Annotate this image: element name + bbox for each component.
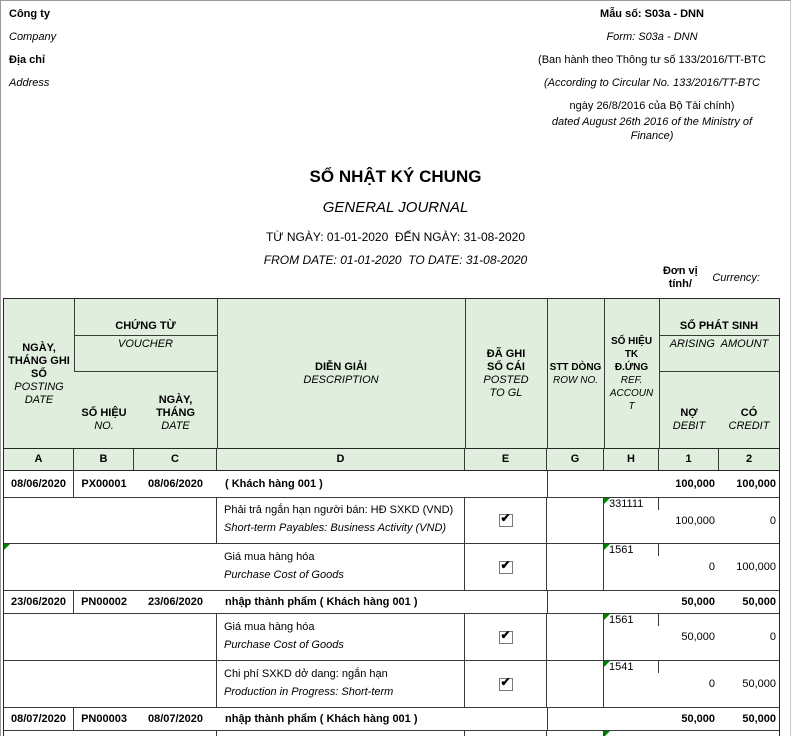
posted-cell [465, 731, 547, 736]
header-voucher-no [74, 372, 134, 449]
voucher-date-cell: 23/06/2020 [147, 596, 204, 608]
credit-amount: 50,000 [742, 678, 776, 690]
column-letter-2[interactable]: 2 [745, 453, 753, 465]
column-letter-row [4, 449, 779, 471]
currency-block [656, 265, 760, 291]
description-cell [217, 544, 465, 590]
header-credit-vi: CÓ [740, 407, 758, 419]
voucher-no-cell: PX00001 [81, 478, 127, 490]
header-voucher-vi: CHỨNG TỪ [115, 320, 176, 332]
ref-account-cell [604, 661, 659, 673]
journal-detail-row [4, 498, 779, 544]
report-title-en: GENERAL JOURNAL [322, 199, 469, 216]
circular-line-en-2: dated August 26th 2016 of the Ministry of Finance) [551, 116, 753, 142]
empty-date-cell [4, 498, 217, 543]
description-cell: nhập thành phẩm ( Khách hàng 001 ) [225, 596, 418, 608]
amounts-cell [659, 614, 779, 660]
description-vi: Giá mua hàng hóa [224, 620, 315, 633]
journal-group-row [4, 471, 779, 498]
date-range-en: FROM DATE: 01-01-2020 TO DATE: 31-08-2020 [263, 253, 528, 267]
header-arising-en: ARISING AMOUNT [669, 338, 769, 350]
amounts-cell [659, 544, 779, 590]
credit-amount: 0 [769, 631, 776, 643]
check-icon: ✔ [500, 627, 511, 642]
posting-date-cell: 23/06/2020 [4, 591, 74, 613]
row-no-cell [547, 498, 604, 543]
header-ref-account [604, 299, 659, 449]
journal-detail-row [4, 614, 779, 661]
header-voucher-no-vi: SỐ HIỆU [81, 407, 127, 419]
header-debit-vi: NỢ [680, 407, 698, 419]
header-ref-account-vi: SỐ HIỆU TK Đ.ỨNG [610, 336, 653, 373]
header-debit-en: DEBIT [672, 420, 706, 432]
header-posting-date-vi: NGÀY, THÁNG GHI SỔ [8, 341, 70, 380]
header-posting-date [4, 299, 74, 449]
description-vi: Giá mua hàng hóa [224, 550, 315, 563]
header-row-no-vi: STT DÒNG [549, 362, 602, 373]
description-cell: nhập thành phẩm ( Khách hàng 001 ) [225, 713, 418, 725]
check-icon: ✔ [500, 557, 511, 572]
debit-amount: 0 [708, 561, 715, 573]
report-title-vi: SỔ NHẬT KÝ CHUNG [309, 167, 482, 186]
note-indicator-icon [604, 614, 610, 620]
posted-to-gl-checkbox[interactable] [499, 557, 513, 574]
note-indicator-icon [604, 498, 610, 504]
voucher-no-cell: PN00003 [81, 713, 127, 725]
header-posted [465, 299, 547, 449]
header-credit [719, 372, 779, 449]
description-vi: Chi phí SXKD dở dang: ngắn hạn [224, 667, 388, 680]
circular-line-vi-1: (Ban hành theo Thông tư số 133/2016/TT-BTC [538, 54, 766, 66]
voucher-date-cell: 08/07/2020 [147, 713, 204, 725]
journal-detail-row [4, 544, 779, 591]
header-description-en: DESCRIPTION [303, 374, 379, 386]
header-row-no [547, 299, 604, 449]
journal-group-row [4, 591, 779, 614]
partial-row [4, 731, 779, 736]
form-number-en: Form: S03a - DNN [606, 31, 698, 43]
check-icon: ✔ [500, 511, 511, 525]
journal-detail-row [4, 661, 779, 708]
credit-amount: 100,000 [736, 478, 776, 490]
amounts-cell [659, 661, 779, 707]
row-no-cell [547, 661, 604, 707]
header-posted-en: POSTED TO GL [483, 374, 529, 399]
header-posted-vi: ĐÃ GHI SỔ CÁI [486, 348, 526, 373]
ref-account-value: 1561 [609, 544, 634, 556]
header-arising-group [659, 299, 779, 336]
description-cell [217, 731, 465, 736]
debit-amount: 0 [708, 678, 715, 690]
header-voucher-group-en [74, 336, 217, 372]
column-letter-g[interactable]: G [547, 449, 604, 470]
currency-label-en: Currency: [712, 272, 760, 284]
description-en: Purchase Cost of Goods [224, 568, 344, 581]
credit-amount: 100,000 [736, 561, 776, 573]
header-description-vi: DIỄN GIẢI [315, 361, 367, 373]
row-no-cell [547, 731, 604, 736]
circular-line-en-1: (According to Circular No. 133/2016/TT-BTC [543, 77, 760, 89]
empty-date-cell [4, 614, 217, 660]
header-voucher-date-vi: NGÀY, THÁNG [155, 394, 196, 419]
header-arising-group-en [659, 336, 779, 372]
posting-date-cell: 08/06/2020 [4, 471, 74, 497]
description-vi: Phải trả ngắn hạn người bán: HĐ SXKD (VND) [224, 504, 454, 517]
posting-date-cell: 08/07/2020 [4, 708, 74, 730]
description-cell [217, 498, 465, 543]
check-icon: ✔ [500, 674, 511, 689]
column-letter-c[interactable]: C [134, 449, 217, 470]
note-indicator-icon [604, 661, 610, 667]
debit-amount: 50,000 [681, 713, 715, 725]
amounts-cell [547, 708, 779, 730]
credit-amount: 50,000 [742, 596, 776, 608]
credit-amount: 50,000 [742, 713, 776, 725]
header-ref-account-en: REF. ACCOUNT [609, 375, 654, 412]
company-block [9, 7, 56, 99]
currency-label-vi: Đơn vị tính/ [662, 265, 698, 290]
table-header [4, 299, 779, 449]
voucher-no-cell: PN00002 [81, 596, 127, 608]
company-label-vi: Công ty [9, 8, 50, 20]
posted-cell [465, 661, 547, 707]
empty-date-cell [4, 661, 217, 707]
posted-cell [465, 544, 547, 590]
column-letter-a[interactable]: A [4, 449, 74, 470]
debit-amount: 50,000 [681, 596, 715, 608]
journal-group-row [4, 708, 779, 731]
ref-account-value: 331111 [609, 498, 644, 510]
address-label-vi: Địa chỉ [9, 54, 46, 66]
description-en: Purchase Cost of Goods [224, 638, 344, 651]
column-letter-e[interactable]: E [465, 449, 547, 470]
posted-to-gl-checkbox[interactable] [499, 627, 513, 644]
description-cell [217, 614, 465, 660]
voucher-date-cell: 08/06/2020 [147, 478, 204, 490]
note-indicator-icon [604, 731, 610, 736]
address-label-en: Address [9, 77, 50, 89]
description-en: Production in Progress: Short-term [224, 685, 394, 698]
header-voucher-no-en: NO. [94, 420, 114, 432]
description-cell [217, 661, 465, 707]
note-indicator-icon [4, 544, 10, 550]
ref-account-cell [604, 614, 659, 626]
title-block [1, 167, 790, 267]
column-letter-1[interactable]: 1 [659, 449, 719, 470]
ref-account-cell [604, 544, 659, 556]
debit-amount: 50,000 [681, 631, 715, 643]
header-posting-date-en: POSTING DATE [14, 380, 64, 406]
header-voucher-group [74, 299, 217, 336]
debit-amount: 100,000 [675, 514, 715, 527]
amounts-cell [547, 471, 779, 497]
column-letter-b[interactable]: B [74, 449, 134, 470]
header-debit [659, 372, 719, 449]
header-arising-vi: SỐ PHÁT SINH [679, 320, 759, 332]
form-info-block [518, 7, 786, 143]
ref-account-cell [604, 498, 659, 510]
description-cell: ( Khách hàng 001 ) [225, 478, 323, 490]
note-indicator-icon [604, 544, 610, 550]
posted-to-gl-checkbox[interactable] [499, 674, 513, 691]
circular-line-vi-2: ngày 26/8/2016 của Bộ Tài chính) [569, 100, 735, 112]
header-description [217, 299, 465, 449]
posted-cell [465, 614, 547, 660]
header-voucher-date-en: DATE [161, 420, 190, 432]
column-letter-d[interactable]: D [217, 449, 465, 470]
posted-cell [465, 498, 547, 543]
header-voucher-date [134, 372, 217, 449]
ref-account-value: 1561 [609, 614, 634, 626]
ref-account-value: 1541 [609, 661, 634, 673]
company-label-en: Company [9, 31, 57, 43]
credit-amount: 0 [769, 514, 776, 527]
amounts-cell [547, 591, 779, 613]
amounts-cell [659, 498, 779, 543]
form-number-vi: Mẫu số: S03a - DNN [600, 8, 704, 20]
column-letter-h[interactable]: H [604, 449, 659, 470]
row-no-cell [547, 544, 604, 590]
empty-date-cell [4, 731, 217, 736]
journal-table [3, 298, 780, 736]
posted-to-gl-checkbox[interactable] [499, 511, 513, 527]
header-voucher-en: VOUCHER [117, 338, 173, 350]
header-row-no-en: ROW NO. [553, 375, 598, 386]
header-credit-en: CREDIT [728, 420, 770, 432]
row-no-cell [547, 614, 604, 660]
debit-amount: 100,000 [675, 478, 715, 490]
date-range-vi: TỪ NGÀY: 01-01-2020 ĐẾN NGÀY: 31-08-2020 [265, 230, 526, 244]
description-en: Short-term Payables: Business Activity (VND) [224, 521, 447, 534]
